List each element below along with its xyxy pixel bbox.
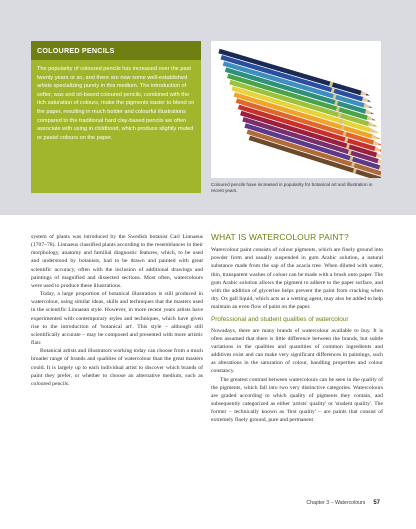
left-paragraph-2: Today, a large proportion of botanical illustration is still produced in watercolour, using similar ideas, skills and techniques that the masters used in the scientific Linnaean style. However, in more recent years artists have experimented with contemporary styles and techniques, which have given rise to the introduction of 'botanical art'. This style – although still scientifically accurate – may be composed and presented with more artistic flair. [31,291,203,347]
right-paragraph-1: Watercolour paint consists of colour pigments, which are finely ground into powder form and usually suspended in gum Arabic solution, a natural substance made from the sap of the acacia tree. When diluted with water, thin, transparent washes of colour can be made with a brush onto paper. The gum Arabic solution allows the pigment to adhere to the paper surface, and with the addition of glycerine helps prevent the paint from cracking when dry. Ox gall liquid, which acts as a wetting agent, may also be added to help maintain an even flow of paint on the paper. [211,247,383,311]
right-paragraph-2: Nowadays, there are many brands of watercolour available to buy. It is often assumed that there is little difference between the brands, but subtle variations in the qualities and quantities of common ingredients and additives exist and can make very significant differences in paintings, such as alterations in the saturation of colour, handling properties and colour constancy. [211,327,383,375]
page-number: 57 [373,500,380,506]
left-column [31,233,203,388]
chapter-label: Chapter 3 – Watercolours [306,500,366,506]
section-heading: WHAT IS WATERCOLOUR PAINT? [211,232,349,242]
right-column [211,233,383,424]
photo-caption: Coloured pencils have increased in popularity for botanical art and illustration in recent years. [211,182,373,194]
right-paragraph-3: The greatest contrast between watercolours can be seen in the quality of the pigments, which fall into two very distinctive categories. Watercolours are graded according to which quality of pigments they contain, and subsequently categorized as either 'artists' quality' or 'student quality'. The former – technically known as 'first quality' – are paints that consist of extremely finely ground, pure and permanent [211,376,383,424]
page-footer [280,500,380,506]
sidebar-box [31,41,201,193]
pencils-illustration [211,41,381,178]
section-subheading: Professional and student qualities of watercolour [211,316,349,324]
left-paragraph-3: Botanical artists and illustrators working today can choose from a much broader range of brands and qualities of watercolour than the great masters could. It is largely up to each individual artist to discover which brands of paint they prefer, or whether to choose an alternative medium, such as coloured pencils. [31,348,203,387]
sidebar-heading: COLOURED PENCILS [31,41,201,60]
sidebar-body: The popularity of coloured pencils has increased over the past twenty years or so, and there are now some well-established artists specializing purely in this medium. The introduction of softer, wax and oil-based coloured pencils, combined with the rich saturation of colours, make the pigments easier to blend on the paper, resulting in much bolder and colourful illustrations compared to the traditional hard clay-based pencils we often associate with using in childhood, which produce slightly muted or pastel colours on the paper. [37,66,195,141]
left-paragraph-1: system of plants was introduced by the Swedish botanist Carl Linnaeus (1707–78). Linnaeus classified plants according to the resemblances in their morphology, anatomy and familial diagnostic features, which, to be used and understood by botanists, had to be drawn and painted with great scientific accuracy, often with the inclusion of additional drawings and paintings of magnified and dissected sections. Most often, watercolours were used to produce these illustrations. [31,234,203,289]
pencils-photo [211,41,381,178]
